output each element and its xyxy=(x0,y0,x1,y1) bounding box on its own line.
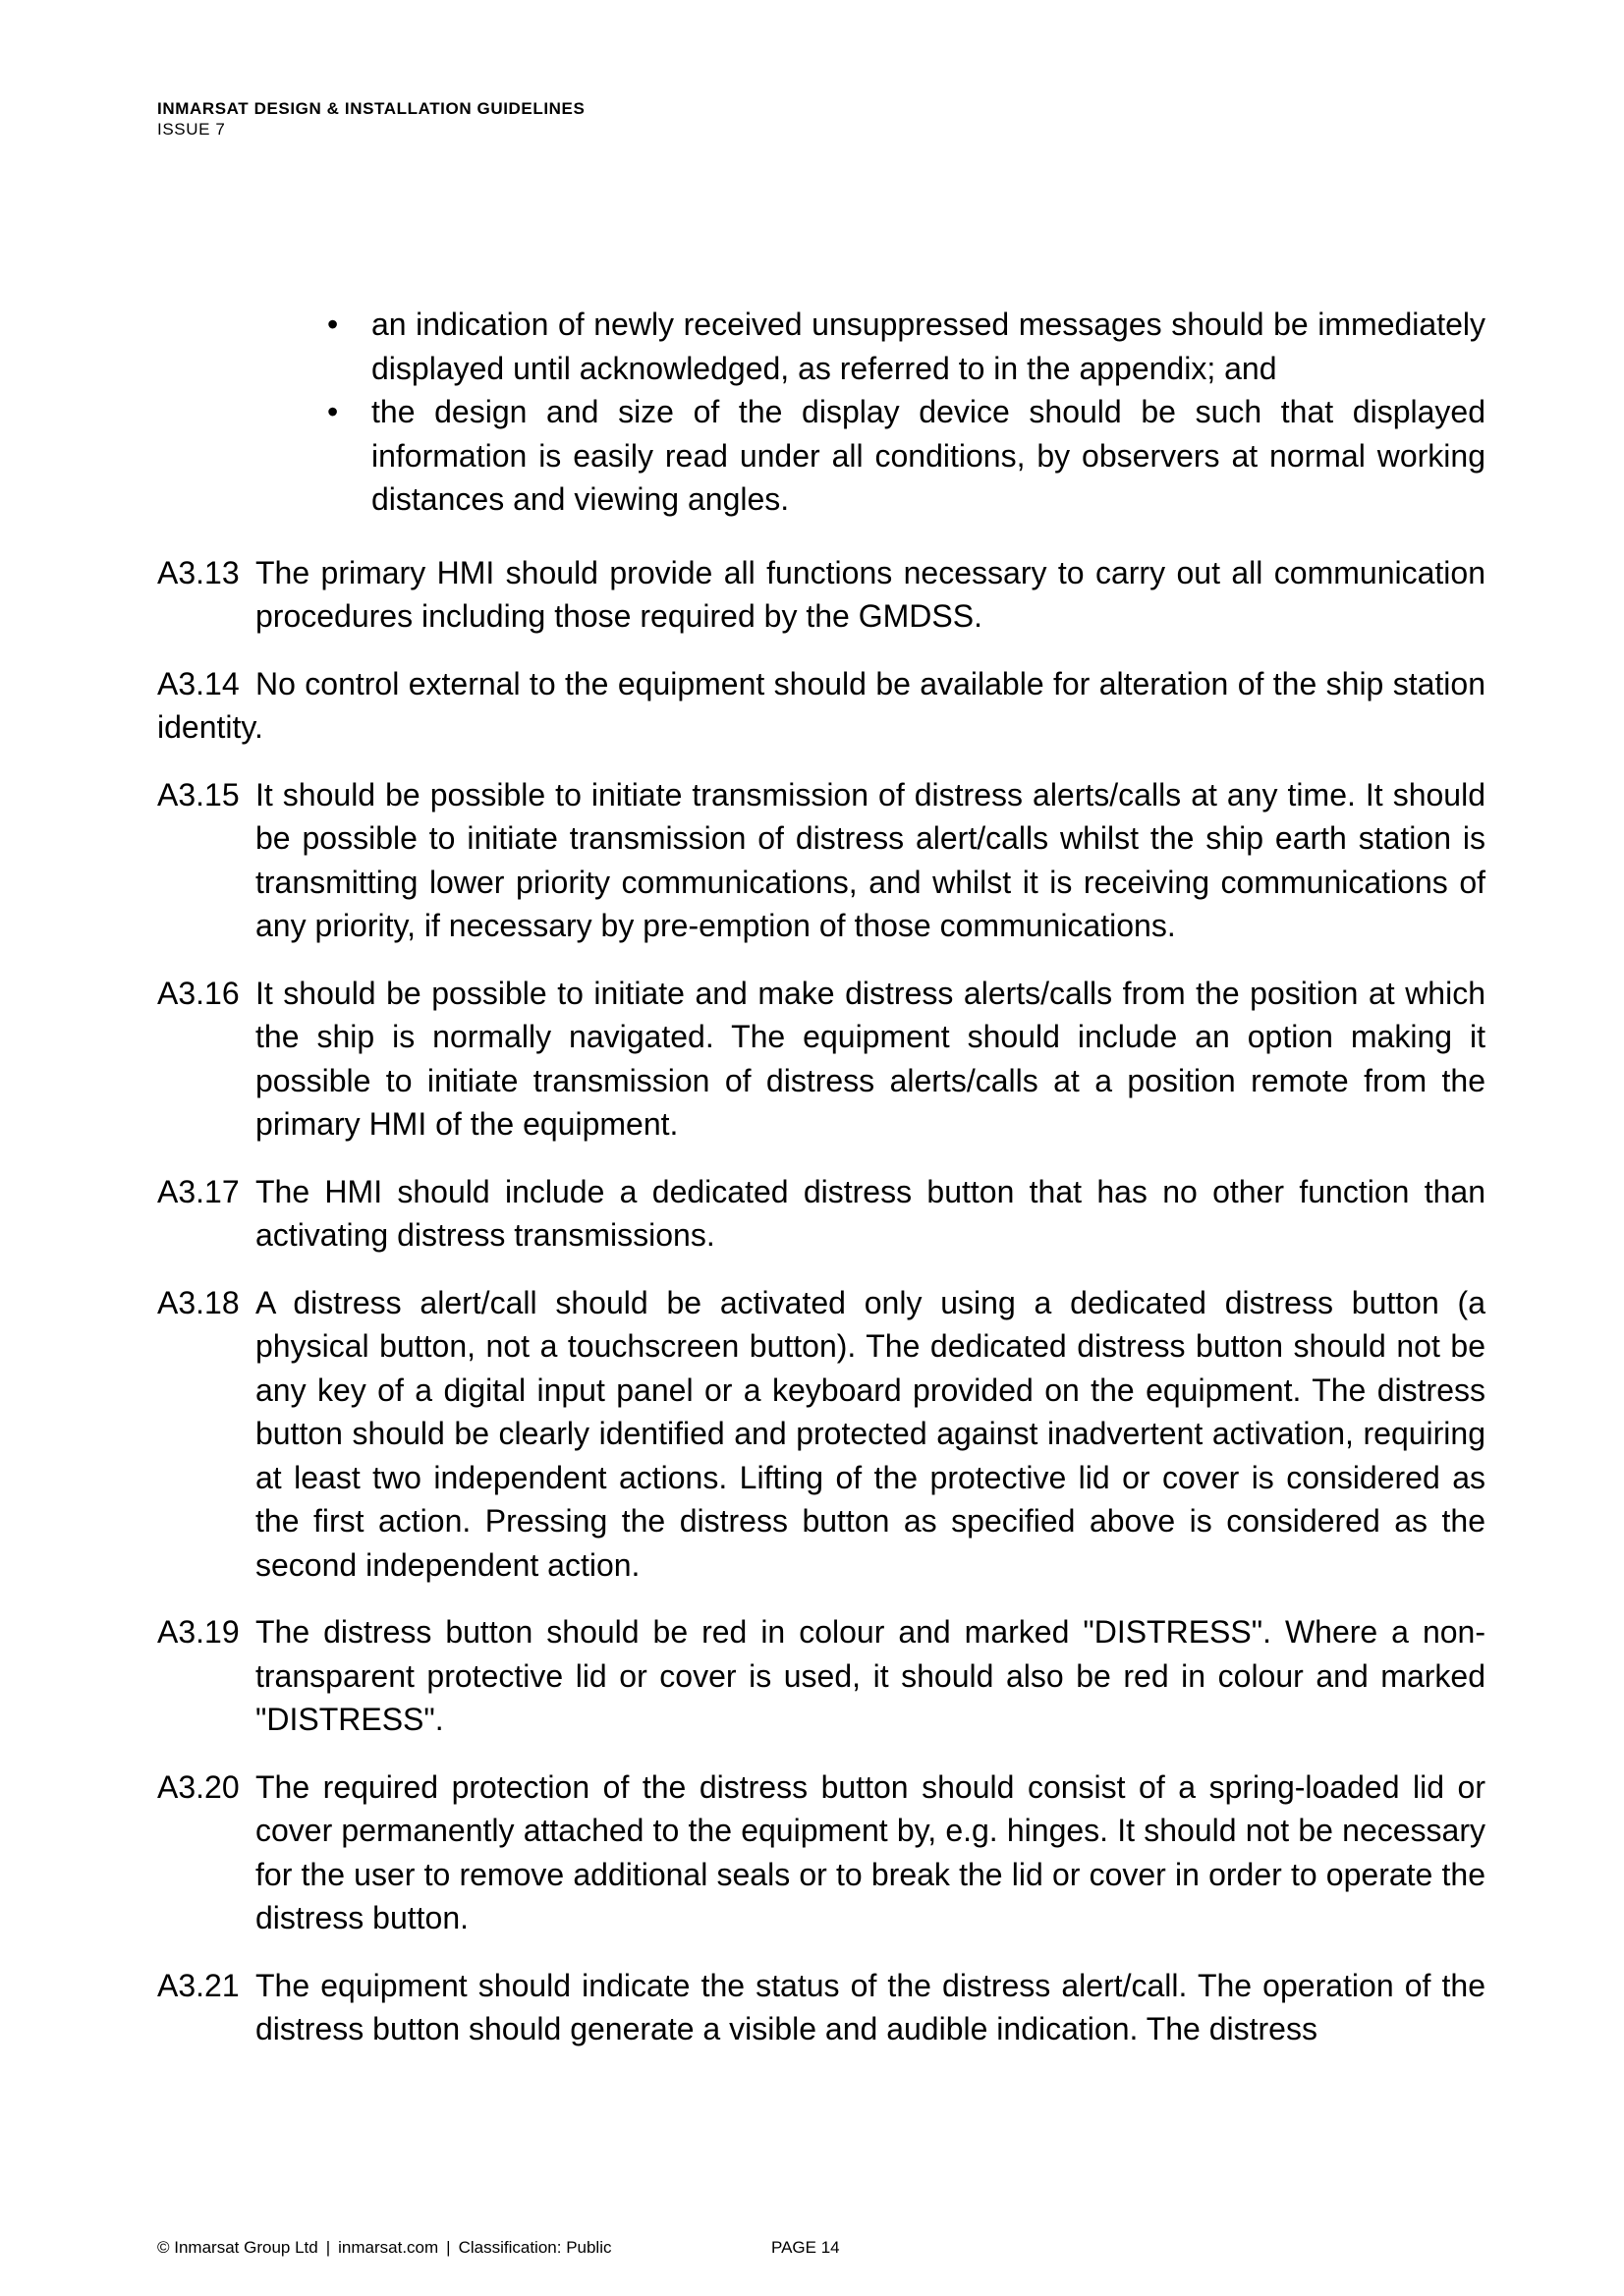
header-title: INMARSAT DESIGN & INSTALLATION GUIDELINES xyxy=(157,99,586,118)
clause-text: It should be possible to initiate transmission of distress alerts/calls at any time. It should be possible to initiate transmission of distress alert/calls whilst the ship earth station is transmitting lower priority communications, and whilst it is receiving communications of any priority, if necessary by pre-emption of those communications. xyxy=(255,776,1485,943)
footer-copyright: © Inmarsat Group Ltd xyxy=(157,2238,318,2257)
clause-a3-14 xyxy=(157,662,1485,750)
clause-number: A3.19 xyxy=(157,1614,240,1650)
footer-separator: | xyxy=(446,2238,451,2257)
bullet-item xyxy=(327,390,1485,522)
clause-a3-17 xyxy=(157,1170,1485,1258)
bullet-text: the design and size of the display device should be such that displayed information is easily read under all conditions, by observers at normal working distances and viewing angles. xyxy=(371,394,1485,517)
clause-number: A3.17 xyxy=(157,1173,240,1209)
clause-number: A3.16 xyxy=(157,975,240,1011)
clause-text: It should be possible to initiate and make distress alerts/calls from the position at which the ship is normally navigated. The equipment should include an option making it possible to initiate transmission of distress alerts/calls at a position remote from the primary HMI of the equipment. xyxy=(255,975,1485,1142)
clause-text: A distress alert/call should be activated only using a dedicated distress button (a physical button, not a touchscreen button). The dedicated distress button should not be any key of a digital input panel or a keyboard provided on the equipment. The distress button should be clearly identified and protected against inadvertent activation, requiring at least two independent actions. Lifting of the protective lid or cover is considered as the first action. Pressing the distress button as specified above is considered as the second independent action. xyxy=(255,1284,1485,1583)
clause-text: The equipment should indicate the status of the distress alert/call. The operation of the distress button should generate a visible and audible indication. The distress xyxy=(255,1967,1485,2046)
clause-a3-21 xyxy=(157,1964,1485,2051)
clause-text: The required protection of the distress button should consist of a spring-loaded lid or cover permanently attached to the equipment by, e.g. hinges. It should not be necessary for the user to remove additional seals or to break the lid or cover in order to operate the distress button. xyxy=(255,1768,1485,1935)
footer-website-link[interactable]: inmarsat.com xyxy=(338,2238,439,2257)
bullet-item xyxy=(327,303,1485,390)
clause-text: The primary HMI should provide all functions necessary to carry out all communication procedures including those required by the GMDSS. xyxy=(255,554,1485,634)
clause-text: The HMI should include a dedicated distress button that has no other function than activating distress transmissions. xyxy=(255,1173,1485,1253)
bullet-icon: • xyxy=(327,307,339,342)
footer-classification: Classification: Public xyxy=(458,2238,612,2257)
bullet-text: an indication of newly received unsuppressed messages should be immediately displayed until acknowledged, as referred to in the appendix; and xyxy=(371,307,1485,386)
clause-a3-20 xyxy=(157,1765,1485,1940)
page-number: PAGE 14 xyxy=(771,2238,840,2257)
body-content xyxy=(157,303,1485,2075)
clause-a3-13 xyxy=(157,551,1485,639)
clause-number: A3.15 xyxy=(157,776,240,812)
footer-separator: | xyxy=(325,2238,331,2257)
clause-a3-19 xyxy=(157,1610,1485,1742)
bullet-icon: • xyxy=(327,394,339,429)
bullet-list xyxy=(157,303,1485,522)
clause-text: The distress button should be red in colour and marked "DISTRESS". Where a non-transparent protective lid or cover is used, it should also be red in colour and marked "DISTRESS". xyxy=(255,1614,1485,1737)
clause-number: A3.21 xyxy=(157,1967,240,2003)
clause-a3-16 xyxy=(157,972,1485,1147)
clause-number: A3.18 xyxy=(157,1284,240,1320)
page-footer xyxy=(157,2238,840,2258)
clause-a3-15 xyxy=(157,773,1485,948)
header-issue: ISSUE 7 xyxy=(157,120,226,139)
page-header xyxy=(157,98,585,140)
clause-number: A3.13 xyxy=(157,554,240,590)
clause-number: A3.14 xyxy=(157,665,240,701)
clause-text: No control external to the equipment should be available for alteration of the ship station identity. xyxy=(157,665,1485,745)
clause-number: A3.20 xyxy=(157,1768,240,1805)
clause-a3-18 xyxy=(157,1281,1485,1588)
